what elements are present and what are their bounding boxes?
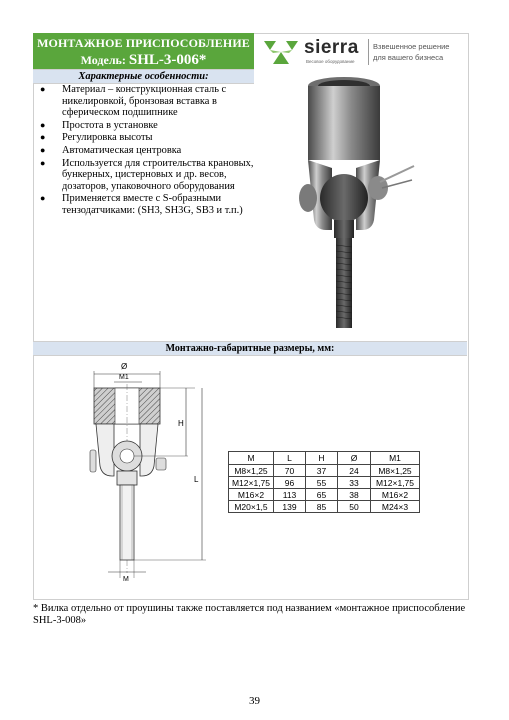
col-h: H <box>306 452 338 465</box>
table-cell: M8×1,25 <box>229 465 274 477</box>
feature-item: ● Регулировка высоты <box>40 132 153 144</box>
footnote: * Вилка отдельно от проушины также поставляется под названием «монтажное приспособление SHL-3-008» <box>33 603 466 626</box>
table-cell: 55 <box>306 477 338 489</box>
table-row <box>229 477 420 489</box>
model-prefix: Модель: <box>80 53 126 67</box>
rod-end-photo <box>254 70 467 340</box>
bullet-icon: ● <box>40 157 46 168</box>
table-cell: 37 <box>306 465 338 477</box>
bullet-icon: ● <box>40 193 46 204</box>
diameter-label: Ø <box>121 362 128 371</box>
dimensions-heading: Монтажно-габаритные размеры, мм: <box>33 341 467 356</box>
logo-subtitle: Весовое оборудование <box>306 59 355 64</box>
bullet-icon: ● <box>40 144 46 155</box>
table-cell: 139 <box>274 501 306 513</box>
table-cell: M24×3 <box>371 501 420 513</box>
table-cell: 85 <box>306 501 338 513</box>
table-row <box>229 501 420 513</box>
sierra-logo-icon <box>262 37 300 67</box>
bullet-icon: ● <box>40 84 46 94</box>
table-header-row <box>229 452 420 465</box>
logo-slogan <box>373 41 449 63</box>
features-heading: Характерные особенности: <box>33 69 254 84</box>
table-cell: M12×1,75 <box>229 477 274 489</box>
dimension-drawing <box>70 358 220 583</box>
table-cell: 65 <box>306 489 338 501</box>
table-cell: 70 <box>274 465 306 477</box>
table-cell: 96 <box>274 477 306 489</box>
l-label: L <box>194 475 199 484</box>
feature-item: ● Применяется вместе с S-образными тензодатчиками: (SH3, SH3G, SB3 и т.п.) <box>40 193 243 216</box>
logo-brand: sierra <box>304 37 359 58</box>
bullet-icon: ● <box>40 119 46 130</box>
model-code: SHL-3-006* <box>128 52 207 68</box>
table-cell: M20×1,5 <box>229 501 274 513</box>
model-line <box>33 52 254 69</box>
table-cell: M12×1,75 <box>371 477 420 489</box>
title-box <box>33 33 254 69</box>
col-m1: M1 <box>371 452 420 465</box>
feature-item: ● Материал – конструкционная сталь с никелировкой, бронзовая вставка в сферическом подшипнике <box>40 84 227 119</box>
feature-item: ● Простота в установке <box>40 119 158 131</box>
table-cell: M16×2 <box>371 489 420 501</box>
sierra-logo <box>262 37 462 69</box>
table-cell: M8×1,25 <box>371 465 420 477</box>
table-cell: 24 <box>338 465 371 477</box>
table-cell: 38 <box>338 489 371 501</box>
m1-label: M1 <box>119 374 129 381</box>
technical-drawing <box>70 358 220 583</box>
table-cell: 33 <box>338 477 371 489</box>
slogan-line-1: Взвешенное решение <box>373 42 450 51</box>
col-diameter: Ø <box>338 452 371 465</box>
dimensions-table <box>228 451 420 513</box>
slogan-line-2: для вашего бизнеса <box>373 53 444 62</box>
table-cell: 50 <box>338 501 371 513</box>
feature-item: ● Используется для строительства крановых, бункерных, цистерновых и др. весов, дозаторов, упаковочного оборудования <box>40 157 254 192</box>
col-l: L <box>274 452 306 465</box>
product-title: МОНТАЖНОЕ ПРИСПОСОБЛЕНИЕ <box>37 36 250 50</box>
table-cell: 113 <box>274 489 306 501</box>
table-row <box>229 489 420 501</box>
table-cell: M16×2 <box>229 489 274 501</box>
features-list <box>33 84 254 218</box>
table-row <box>229 465 420 477</box>
product-photo <box>254 70 467 340</box>
page-number: 39 <box>249 695 260 707</box>
h-label: H <box>178 419 184 428</box>
col-m: M <box>229 452 274 465</box>
m-label: M <box>123 576 129 583</box>
bullet-icon: ● <box>40 132 46 143</box>
feature-item: ● Автоматическая центровка <box>40 144 182 156</box>
logo-divider <box>368 39 369 65</box>
